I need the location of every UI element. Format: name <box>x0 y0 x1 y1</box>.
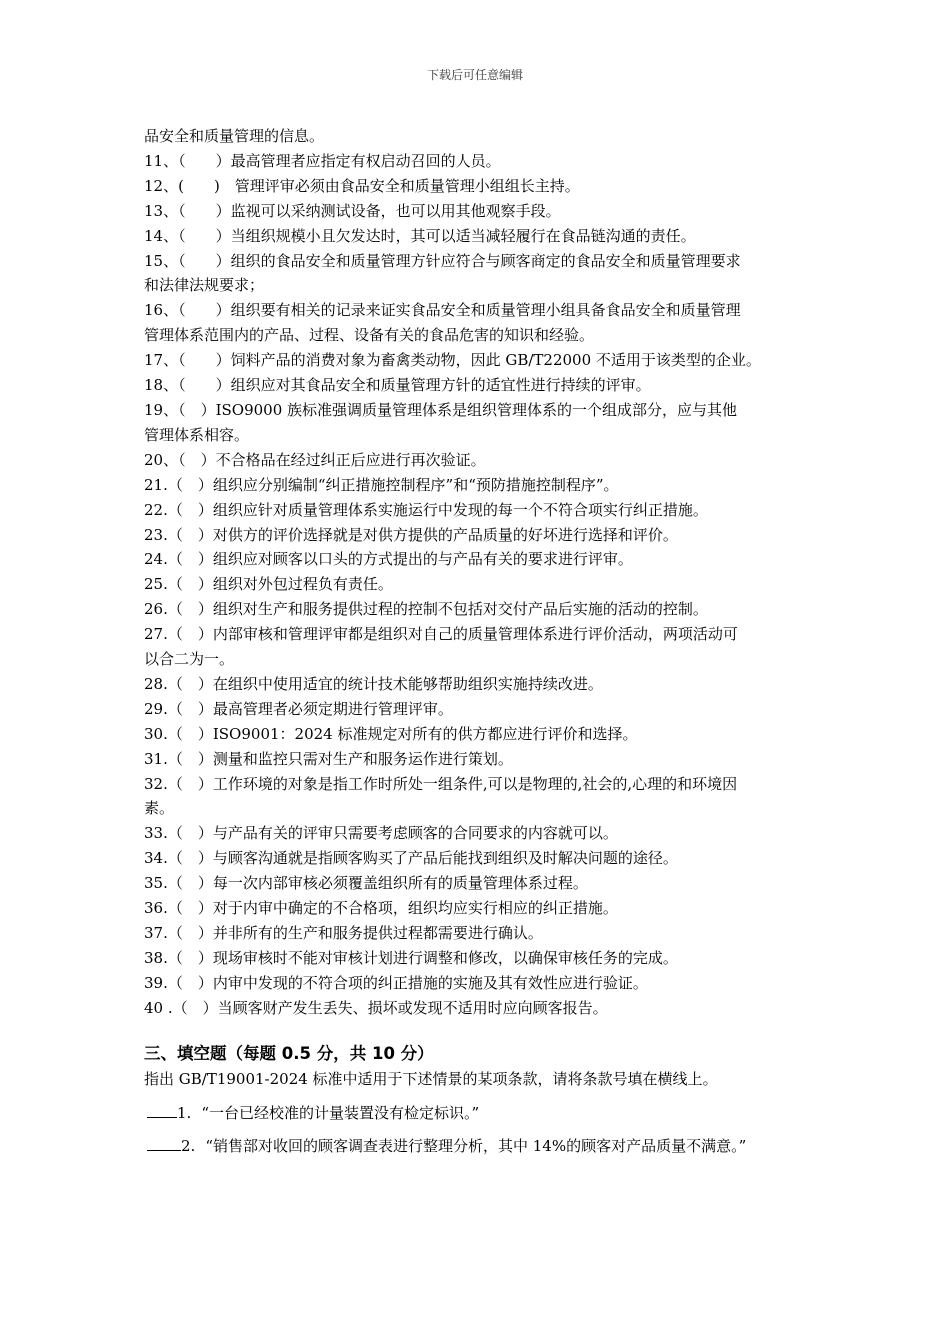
question-line: 23.（ ）对供方的评价选择就是对供方提供的产品质量的好坏进行选择和评价。 <box>144 525 678 544</box>
question-line: 29.（ ）最高管理者必须定期进行管理评审。 <box>144 699 453 718</box>
question-line: 37.（ ）并非所有的生产和服务提供过程都需要进行确认。 <box>144 924 543 942</box>
fill-item-text: “销售部对收回的顾客调查表进行整理分析，其中 14%的顾客对产品质量不满意。” <box>205 1137 747 1156</box>
question-line: 和法律法规要求； <box>144 276 265 295</box>
question-line: 19、（ ）ISO9000 族标准强调质量管理体系是组织管理体系的一个组成部分，应与其他 <box>144 400 738 419</box>
question-line: 38.（ ）现场审核时不能对审核计划进行调整和修改，以确保审核任务的完成。 <box>144 948 678 967</box>
question-line: 12、( ) 管理评审必须由食品安全和质量管理小组组长主持。 <box>144 176 580 195</box>
fill-item-text: “一台已经校准的计量装置没有检定标识。” <box>201 1103 480 1122</box>
question-line: 以合二为一。 <box>144 650 235 669</box>
question-line: 24.（ ）组织应对顾客以口头的方式提出的与产品有关的要求进行评审。 <box>144 550 633 569</box>
section-intro: 指出 GB/T19001-2024 标准中适用于下述情景的某项条款，请将条款号填在横线上。 <box>144 1069 718 1088</box>
true-false-questions <box>144 124 809 1021</box>
question-line: 17、（ ）饲料产品的消费对象为畜禽类动物，因此 GB/T22000 不适用于该类型的企业。 <box>144 351 761 370</box>
fill-item-number: 2. <box>181 1137 196 1156</box>
question-line: 33.（ ）与产品有关的评审只需要考虑顾客的合同要求的内容就可以。 <box>144 824 618 843</box>
page-header: 下载后可任意编辑 <box>426 68 523 82</box>
question-line: 28.（ ）在组织中使用适宜的统计技术能够帮助组织实施持续改进。 <box>144 674 603 693</box>
question-line: 管理体系范围内的产品、过程、设备有关的食品危害的知识和经验。 <box>144 326 595 345</box>
question-line: 管理体系相容。 <box>144 425 250 444</box>
section-title: 三、填空题（每题 0.5 分，共 10 分） <box>144 1043 434 1063</box>
question-line: 素。 <box>144 799 175 818</box>
question-line: 34.（ ）与顾客沟通就是指顾客购买了产品后能找到组织及时解决问题的途径。 <box>144 849 678 868</box>
question-line: 21.（ ）组织应分别编制“纠正措施控制程序”和“预防措施控制程序”。 <box>144 475 619 494</box>
fill-item-1 <box>144 1101 809 1126</box>
document-body <box>144 124 809 1159</box>
question-line: 25.（ ）组织对外包过程负有责任。 <box>144 575 393 594</box>
question-line: 15、（ ）组织的食品安全和质量管理方针应符合与顾客商定的食品安全和质量管理要求 <box>144 251 741 270</box>
question-line: 品安全和质量管理的信息。 <box>144 127 325 145</box>
question-line: 11、（ ）最高管理者应指定有权启动召回的人员。 <box>144 151 501 170</box>
question-line: 18、（ ）组织应对其食品安全和质量管理方针的适宜性进行持续的评审。 <box>144 376 651 395</box>
answer-blank[interactable] <box>147 1102 177 1118</box>
fill-item-2 <box>144 1134 809 1159</box>
question-line: 35.（ ）每一次内部审核必须覆盖组织所有的质量管理体系过程。 <box>144 874 588 893</box>
question-line: 16、（ ）组织要有相关的记录来证实食品安全和质量管理小组具备食品安全和质量管理 <box>144 301 741 320</box>
question-line: 26.（ ）组织对生产和服务提供过程的控制不包括对交付产品后实施的活动的控制。 <box>144 600 708 619</box>
question-line: 36.（ ）对于内审中确定的不合格项，组织均应实行相应的纠正措施。 <box>144 899 618 918</box>
question-line: 32.（ ）工作环境的对象是指工作时所处一组条件,可以是物理的,社会的,心理的和环境因 <box>144 774 738 793</box>
fill-item-number: 1. <box>177 1103 192 1122</box>
answer-blank[interactable] <box>147 1135 181 1151</box>
question-line: 13、（ ）监视可以采纳测试设备，也可以用其他观察手段。 <box>144 201 561 220</box>
question-line: 22.（ ）组织应针对质量管理体系实施运行中发现的每一个不符合项实行纠正措施。 <box>144 500 708 519</box>
question-line: 20、（ ）不合格品在经过纠正后应进行再次验证。 <box>144 450 486 469</box>
question-line: 27.（ ）内部审核和管理评审都是组织对自己的质量管理体系进行评价活动，两项活动可 <box>144 625 738 644</box>
question-line: 31.（ ）测量和监控只需对生产和服务运作进行策划。 <box>144 749 513 768</box>
question-line: 39.（ ）内审中发现的不符合项的纠正措施的实施及其有效性应进行验证。 <box>144 973 648 992</box>
question-line: 14、（ ）当组织规模小且欠发达时，其可以适当减轻履行在食品链沟通的责任。 <box>144 226 696 245</box>
question-line: 30.（ ）ISO9001：2024 标准规定对所有的供方都应进行评价和选择。 <box>144 724 638 743</box>
question-line: 40 .（ ）当顾客财产发生丢失、损坏或发现不适用时应向顾客报告。 <box>144 998 608 1017</box>
